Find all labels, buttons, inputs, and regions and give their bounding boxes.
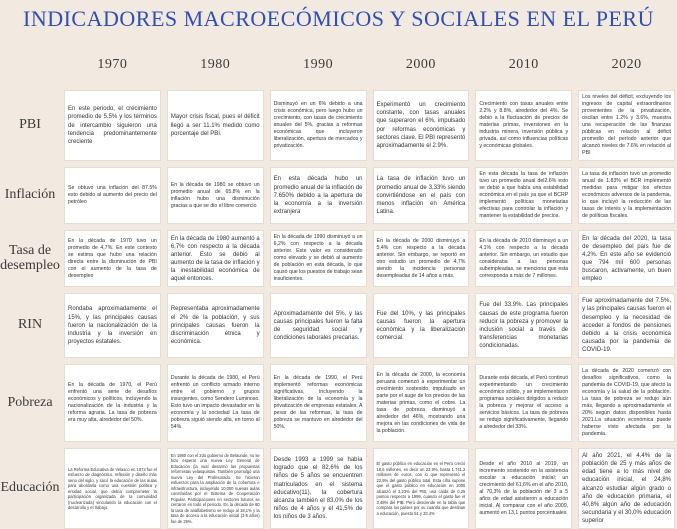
cell-text: Aproximadamente del 5%, y las causas principales fueron la falta de seguridad social y condiciones laborales precarias. <box>273 310 363 341</box>
row-label: PBI <box>19 117 41 133</box>
column-header-year: 1970 <box>97 57 128 72</box>
cell-text: Durante esta década, el Perú continuó experimentando un crecimiento económico sólido, y se implementaron programas sociales dirigidos a reducir la pobreza y mejorar el acceso a servicios básicos. La tasa de pobreza se redujo significativamente, llegando a alrededor del 33%. <box>479 375 569 431</box>
cell-text: Al año 2021, el 4,4% de la población de 25 y más años de edad tiene a lo más nivel de educación inicial, el 24,8% alcanzó estudiar algún grado o año de educación primaria, el 40,8% algún año de educación secundaria y el 30,0% educación superior <box>582 453 671 524</box>
cell-text: En 1980 con el 2do gobierno de Belaunde, no se hizo esperar una nueva Ley General de Educación (la vual desarmó las propuestas reformistas velasquistas. También promulgó una nueva Ley del Profesorado. Se hicieron esfuerzos para la ampliación de la cobertura e infraestructura, incluyendo 10,000 nuevas aulas construidas por el Sistema de Cooperación Popular. Participaciones en sectores futuros se cerraron en todo el periodo. En la década de 80 la tasa de analfabetismo se redujo al 18,1% y la tasa de acceso a la educación inicial (3-5 años) fue de 29%. <box>170 452 260 524</box>
table-cell <box>270 448 367 529</box>
table-cell <box>578 167 675 224</box>
table-cell <box>64 448 161 529</box>
table-cell <box>167 293 264 358</box>
cell-text: En esta década la tasa de inflación tuvo un promedio anual del2.6% esto se debió a que había una estabilidad económica en el país ya que el BCRP implementó políticas monetarias efectivas para controlar la inflación y mantener la estabilidad de precios. <box>479 171 569 220</box>
cell-text: En la década de 1990 disminuyó a un 6,2% con respecto a la década anterior. Este valor es considerado como elevado y se debió al aumento de población en esta década, lo que causó que los puestos de trabajo sean insuficientes. <box>273 234 363 283</box>
cell-text: Fue del 33.9%. Las principales causas de este programa fueron reducir la pobreza y promover la inclusión social a través de transferencias monetarias condicionadas. <box>479 302 569 349</box>
table-cell <box>475 90 572 161</box>
table-cell <box>373 230 470 287</box>
column-header-year: 2010 <box>508 57 539 72</box>
column-header-year: 1990 <box>303 57 334 72</box>
table-cell <box>270 167 367 224</box>
table-cell <box>270 293 367 358</box>
table-cell <box>64 293 161 358</box>
table-cell <box>578 448 675 529</box>
table-cell <box>64 90 161 161</box>
cell-text: Se obtuvo una inflación del 87.5% esto debido al aumento del precio del petróleo <box>68 185 157 206</box>
table-cell <box>475 230 572 287</box>
table-cell <box>475 293 572 358</box>
table-cell <box>167 230 264 287</box>
table-cell <box>475 364 572 442</box>
cell-text: Durante la década de 1980, el Perú enfrentó un conflicto armado interno entre el gobierno y grupos insurgentes, como Sendero Luminoso. Esto tuvo un impacto devastador en la economía y la sociedad La tasa de pobreza siguió siendo alta, en torno al 54%. <box>170 375 260 431</box>
cell-text: En la década de 2000, la economía peruana comenzó a experimentar un crecimiento sostenido, impulsado en parte por el auge de los precios de las materias primas, como el cobre. La tasa de pobreza disminuyó a alrededor del 46%, mostrando una mejora en las condiciones de vida de la población. <box>376 371 466 434</box>
cell-text: Representaba aproximadamente el 2% de la población, y sus principales causas fueron la discriminación étnica y económica. <box>170 306 260 345</box>
table-cell <box>373 90 470 161</box>
cell-text: La tasa de inflación tuvo un promedio anual de 1.83% el BCR implementó medidas para mitigar los efectos económicos adversos de la pandemia, lo que incluyó la reducción de las tasas de interés y la implementación de políticas fiscales. <box>582 171 671 220</box>
cell-text: Desde 1993 a 1999 se había logrado que el 82,6% de los niños de 5 años se encuentren matriculados en el sistema educativo(11), la cobertura alcanza también el 83,0% de los niños de 4 años y el 41,5% de los niños de 3 años. <box>273 457 363 520</box>
table-cell <box>373 293 470 358</box>
cell-text: Mayor crisis fiscal, pues el déficit llegó a ser 11.1% medido como porcentaje del PBI. <box>170 114 260 137</box>
table-cell <box>578 293 675 358</box>
page-title: INDICADORES MACROECÓMICOS Y SOCIALES EN EL PERÚ <box>23 6 654 31</box>
indicators-table <box>0 46 675 524</box>
table-cell <box>270 230 367 287</box>
table-cell <box>270 364 367 442</box>
cell-text: En la década del 2020, la tasa de desempleo del país fue de 4,2%. En este año se evidenció que 794 mil 600 personas buscaron, activamente, un buen empleo <box>582 235 671 282</box>
table-cell <box>167 167 264 224</box>
cell-text: En la década de 1970, el Perú enfrentó una serie de desafíos económicos y políticos, incluyendo la nacionalización de la industria y la reforma agraria. La tasa de pobreza era muy alta, alrededor del 50%. <box>68 382 157 424</box>
cell-text: En esta década hubo un promedio anual de la inflación de 7.650% debido a la apertura de la economía a la inversión extranjera <box>273 176 363 215</box>
cell-text: Fue aproximadamente del 7.5%, y las principales causas fueron el desempleo y la necesidad de acceder a fondos de pensiones debido a la crisis económica causada por la pandemia de COVID-19. <box>582 298 671 353</box>
cell-text: En la década de 1980 se obtuvo un promedio anual de 65.8% en la inflación hubo una disminución gracias a que se dio el libre comercio <box>170 181 260 209</box>
cell-text: Los niveles del déficit, excluyendo los ingresos de capital extraordinarios provenientes de la privatización, oscilan entre 1.2% y 3.6%, muestra una recuperación de las finanzas públicas en relación al déficit promedio del período anterior que alcanzó niveles de 7.6% en relación al PBI <box>582 94 671 157</box>
table-cell <box>167 448 264 529</box>
table-cell <box>578 364 675 442</box>
cell-text: La tasa de inflación tuvo un promedio anual de 3,33% siendo convirtiéndose en el país con menos inflación en América Latina. <box>376 176 466 215</box>
row-label: Educación <box>0 480 60 496</box>
table-cell <box>373 364 470 442</box>
table-cell <box>578 230 675 287</box>
column-header-year: 2020 <box>611 57 642 72</box>
cell-text: En la década de 1980 aumentó a 6,7% con respecto a la década anterior. Esto se debió al aumento de la tasa de inflación y la inestabilidad económica de aquel entonces. <box>170 235 260 282</box>
table-cell <box>167 364 264 442</box>
table-cell <box>475 167 572 224</box>
cell-text: La Reforma Educativa de Velasco en 1972 fue el esfuerzo de diagnóstico, reflexión y diseño más serio del siglo, y sacó la educación de las aulas para abordarla como una cuestión política y entidad social, que debía comprometer la participación organizada de la comunidad (nuclearizada) vinculando la educación con el desarrollo y el trabajo. <box>68 466 157 511</box>
table-cell <box>578 90 675 161</box>
table-cell <box>167 90 264 161</box>
cell-text: La década de 2020 comenzó con desafíos significativos, como la pandemia de COVID-19, que afectó la economía y la salud de la población. La tasa de pobreza se redujo aún más, llegando a aproximadamente el 20% según datos disponibles hasta 2021.La situación económica puede haberse visto afectada por la pandemia. <box>582 368 671 438</box>
table-cell <box>64 167 161 224</box>
column-header-year: 2000 <box>405 57 436 72</box>
row-label: Tasa de desempleo <box>0 243 60 273</box>
cell-text: Experimentó un crecimiento constante, con tasas anuales que superaron el 6%, impulsado por reformas económicas y sectores clave. El PBI representó aproximadamente el 2.9%. <box>376 102 466 149</box>
cell-text: En este periodo, el crecimiento promedio de 5.5% y los términos de intercambio siguieron una tendencia predominantemente creciente <box>68 106 157 145</box>
cell-text: Desde el año 2010 al 2019, un incremento sostenido en la asistencia escolar a educación inicial; un crecimiento del 61,6% en el año 2010, al 70,3% de la población de 3 a 5 años de edad asistieron a educación inicial. Al comparar con el año 2009, aumentó en 13,1 puntos porcentuales <box>479 460 569 516</box>
cell-text: Crecimiento con tasas anuales entre 2.2% y 8.8%, alrededor del 4%. Se debió a la fluctuación de precios de materias primas, inversiones en la industria minera, inversión pública y privada, así como influencias políticas y económicas globales. <box>479 101 569 150</box>
cell-text: El gasto público en educación en el Perú creció 18,6 millones, es decir un 23.9%, hasta 1.741,2 millones de euros, con lo que representó el 22,9% del gasto público total. Esta cifra supone que el gasto público en educación en 2000 alcanzó el 3,23% del PIB, una caída de 0,25 puntos respecto a 1999, cuando el gasto fue el 3,48% del PIB. Perú desciende en la tabla que compara los países por su cuantía que destinan a educación, puesto 51 y 33.4% <box>376 461 466 516</box>
cell-text: En la década de 2000 disminuyó a 5,4% con respecto a la década anterior. Sin embargo, se reportó en otro estudio un promedio de 4,7% siendo la incidencia personas desempleadas de 14 años a más. <box>376 237 466 279</box>
cell-text: Fue del 10%, y las principales causas fueron la apertura económica y la liberalización comercial. <box>376 310 466 341</box>
table-corner <box>2 46 58 84</box>
row-label: Pobreza <box>7 394 53 410</box>
row-label: Inflación <box>4 187 56 203</box>
row-label: RIN <box>17 317 43 333</box>
table-cell <box>270 90 367 161</box>
column-header-year: 1980 <box>200 57 231 72</box>
cell-text: En la década de 2010 disminuyó a un 4,1% con respecto a la década anterior. Sin embargo, un estudio que consideraba a las personas subempleadas, se menciona que esta corresponda a más de 7 millones. <box>479 237 569 279</box>
table-cell <box>373 448 470 529</box>
table-cell <box>373 167 470 224</box>
cell-text: Disminuyó en un 6% debido a una crisis económica, pero luego hubo un crecimiento, con tasas de crecimiento anuales del 5%, gracias a reformas económicas que incluyeron liberalización, apertura de mercados y privatización. <box>273 101 363 150</box>
table-cell <box>64 364 161 442</box>
table-cell <box>475 448 572 529</box>
cell-text: En la década de 1990, el Perú implementó reformas económicas significativas, incluyendo la liberalización de la economía y la privatización de empresas estatales. A pesar de las reformas, la tasa de pobreza se mantuvo en alrededor del 50%. <box>273 375 363 431</box>
cell-text: Rondaba aproximadamente el 15%, y las principales causas fueron la nacionalización de la industria y la inversión en proyectos estatales. <box>68 306 157 345</box>
cell-text: En la década de 1970 tuvo un promedio de 4,7%. En este contexto se estima que hubo una relación directa entre la disminución de PBI con el aumento de la tasa de desempleo <box>68 237 157 279</box>
table-cell <box>64 230 161 287</box>
